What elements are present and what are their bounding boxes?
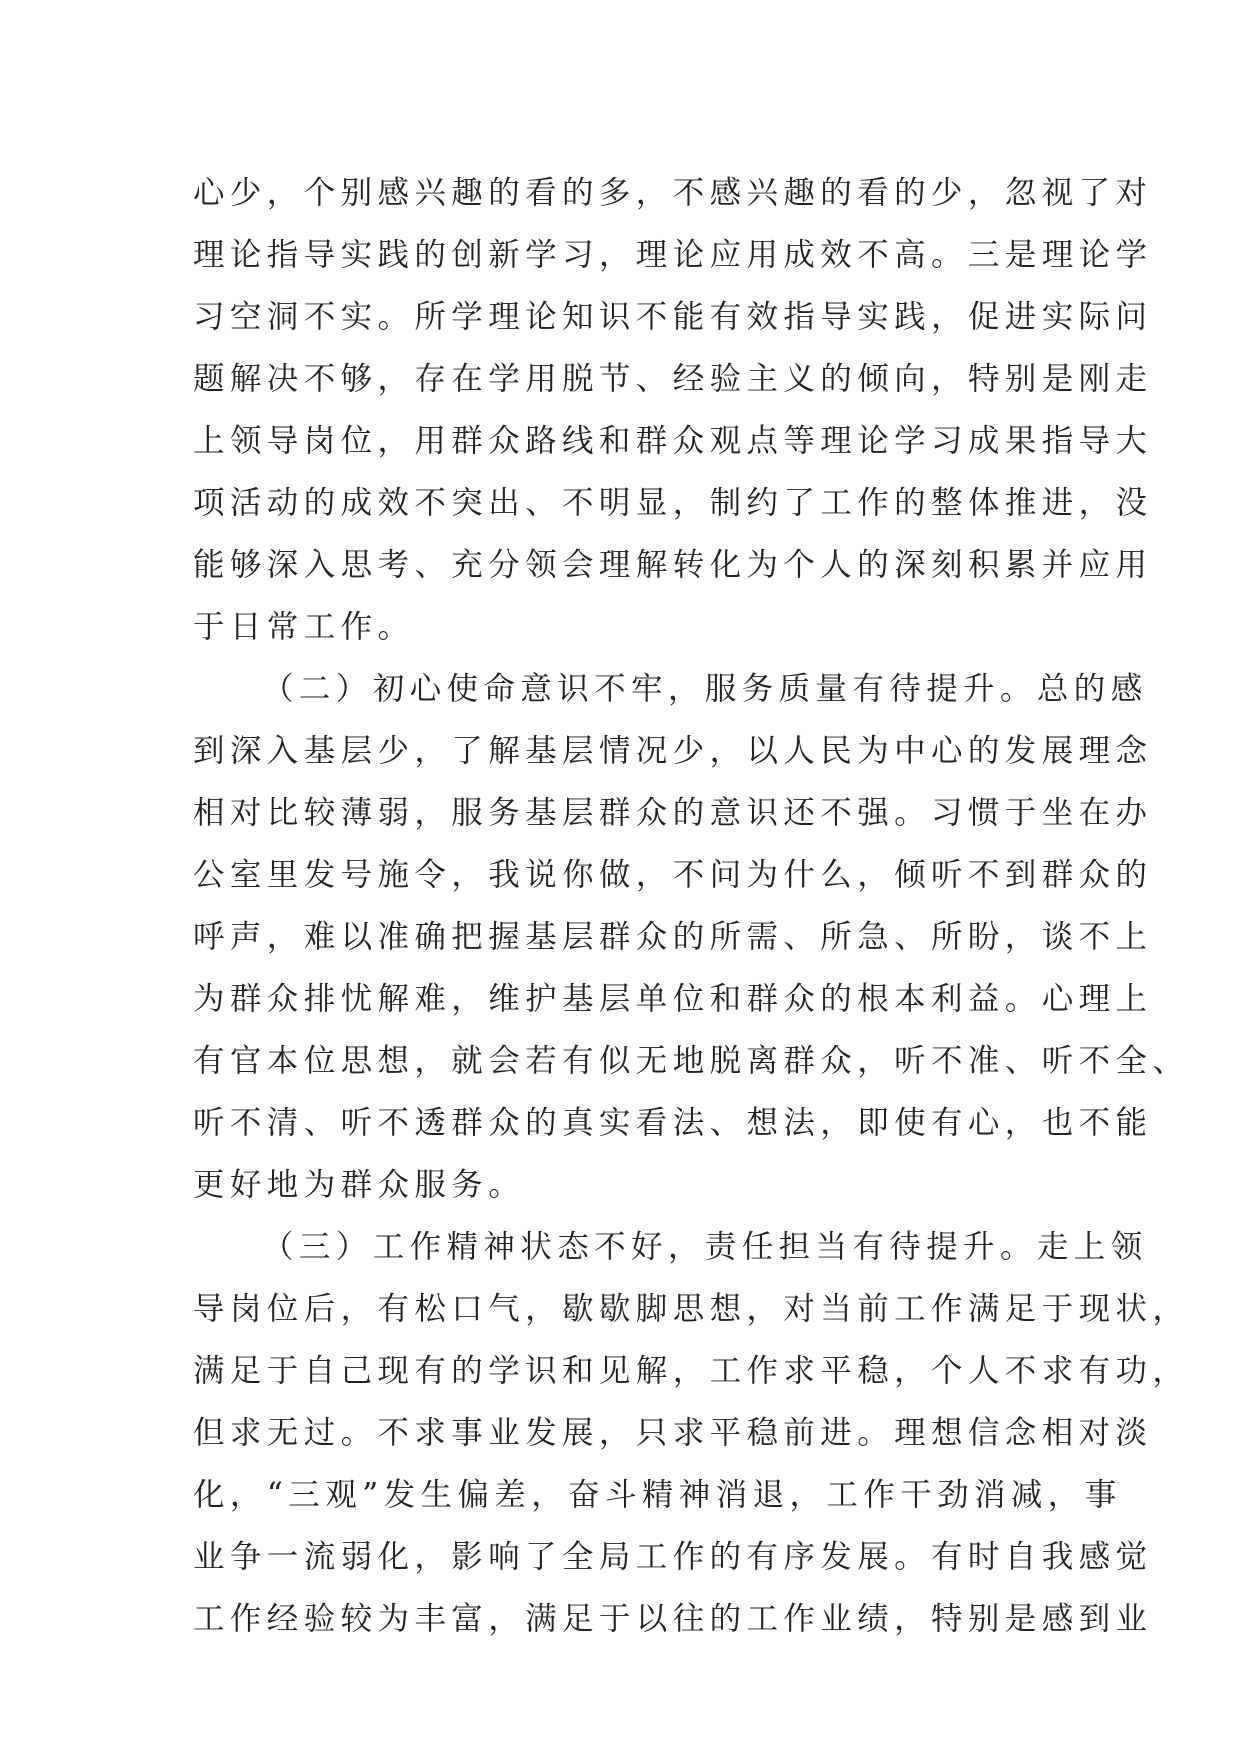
text-line: 听不清、听不透群众的真实看法、想法，即使有心，也不能 xyxy=(193,1105,1153,1141)
text-line: 习空洞不实。所学理论知识不能有效指导实践，促进实际问 xyxy=(193,299,1153,335)
text-line: 相对比较薄弱，服务基层群众的意识还不强。习惯于坐在办 xyxy=(193,795,1153,831)
text-line: 化，“三观”发生偏差，奋斗精神消退，工作干劲消减，事 xyxy=(193,1477,1122,1513)
text-line: 上领导岗位，用群众路线和群众观点等理论学习成果指导大 xyxy=(193,423,1153,459)
text-line: 到深入基层少，了解基层情况少，以人民为中心的发展理念 xyxy=(193,733,1153,769)
text-line: 有官本位思想，就会若有似无地脱离群众，听不准、听不全、 xyxy=(193,1043,1190,1079)
text-line: 项活动的成效不突出、不明显，制约了工作的整体推进，没 xyxy=(193,485,1153,521)
text-line: 公室里发号施令，我说你做，不问为什么，倾听不到群众的 xyxy=(193,857,1153,893)
text-line: 业争一流弱化，影响了全局工作的有序发展。有时自我感觉 xyxy=(193,1539,1153,1575)
text-line: （三）工作精神状态不好，责任担当有待提升。走上领 xyxy=(262,1229,1148,1265)
text-line: 呼声，难以准确把握基层群众的所需、所急、所盼，谈不上 xyxy=(193,919,1153,955)
text-line: （二）初心使命意识不牢，服务质量有待提升。总的感 xyxy=(262,671,1148,707)
text-line: 满足于自己现有的学识和见解，工作求平稳，个人不求有功， xyxy=(193,1353,1190,1389)
text-line: 更好地为群众服务。 xyxy=(193,1167,526,1203)
text-line: 能够深入思考、充分领会理解转化为个人的深刻积累并应用 xyxy=(193,547,1153,583)
document-body xyxy=(193,162,1190,1650)
text-line: 工作经验较为丰富，满足于以往的工作业绩，特别是感到业 xyxy=(193,1601,1153,1637)
text-line: 题解决不够，存在学用脱节、经验主义的倾向，特别是刚走 xyxy=(193,361,1153,397)
text-line: 理论指导实践的创新学习，理论应用成效不高。三是理论学 xyxy=(193,237,1153,273)
text-line: 为群众排忧解难，维护基层单位和群众的根本利益。心理上 xyxy=(193,981,1153,1017)
text-line: 但求无过。不求事业发展，只求平稳前进。理想信念相对淡 xyxy=(193,1415,1153,1451)
text-line: 导岗位后，有松口气，歇歇脚思想，对当前工作满足于现状， xyxy=(193,1291,1190,1327)
text-line: 心少，个别感兴趣的看的多，不感兴趣的看的少，忽视了对 xyxy=(193,175,1153,211)
text-line: 于日常工作。 xyxy=(193,609,415,645)
